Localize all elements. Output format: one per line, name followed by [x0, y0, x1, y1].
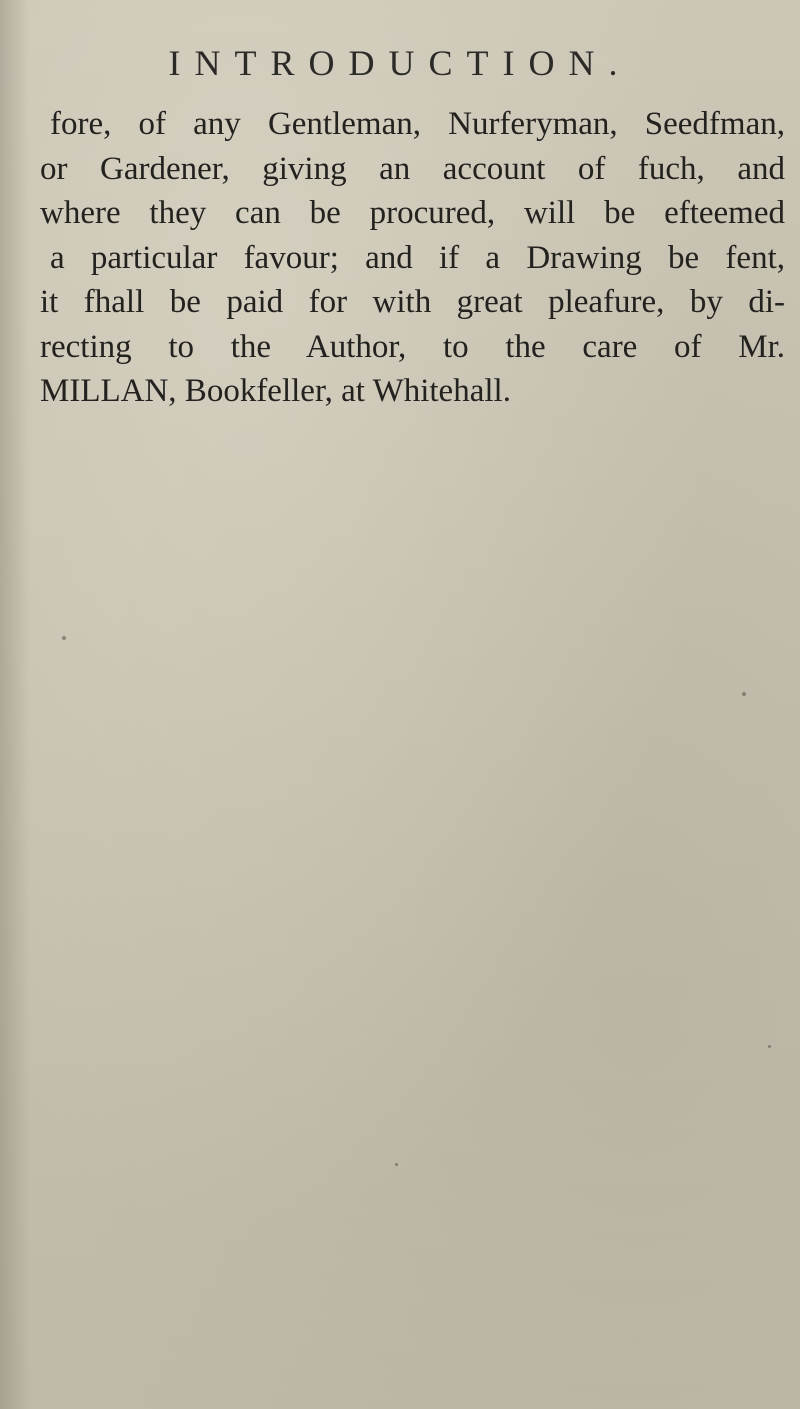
paper-speck — [62, 636, 66, 640]
running-head: INTRODUCTION. — [168, 43, 632, 83]
text-line-5: it fhall be paid for with great pleafure, by di- — [40, 284, 785, 320]
text-line-4: a particular favour; and if a Drawing be fent, — [50, 239, 785, 276]
text-line-2: or Gardener, giving an account of fuch, and — [40, 150, 785, 187]
text-line-6: recting to the Author, to the care of Mr. — [40, 328, 785, 365]
paper-speck — [395, 1163, 398, 1166]
paper-speck — [768, 1045, 771, 1048]
text-line-3: where they can be procured, will be efteemed — [40, 195, 785, 231]
paper-speck — [742, 692, 746, 696]
text-line-7: MILLAN, Bookfeller, at Whitehall. — [40, 373, 511, 409]
body-text — [40, 102, 785, 414]
text-line-1: fore, of any Gentleman, Nurferyman, Seedfman, — [50, 106, 785, 142]
gutter-shadow — [0, 0, 30, 1409]
